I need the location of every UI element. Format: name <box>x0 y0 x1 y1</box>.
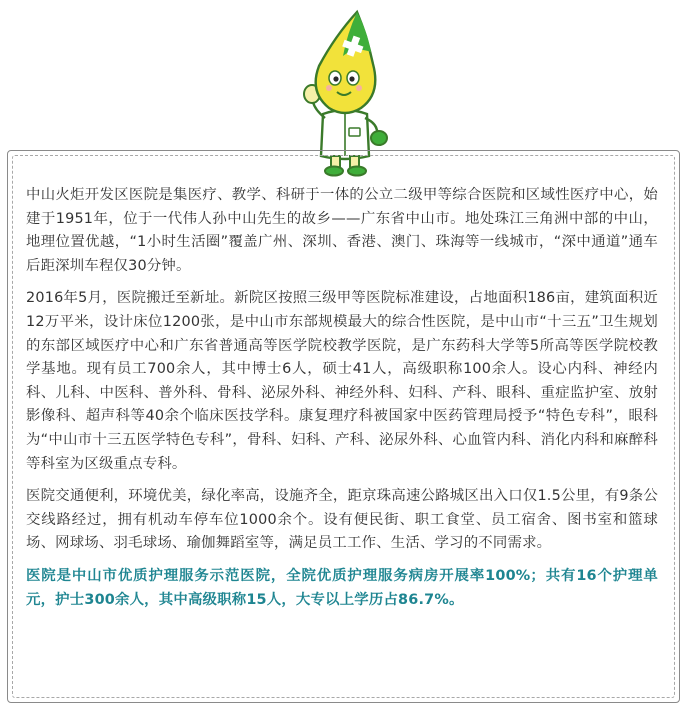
paragraph-facilities: 医院交通便利，环境优美，绿化率高，设施齐全，距京珠高速公路城区出入口仅1.5公里，有9条公交线路经过，拥有机动车停车位1000余个。设有便民街、职工食堂、员工宿舍、图书室和篮球场、网球场、羽毛球场、瑜伽舞蹈室等，满足员工工作、生活、学习的不同需求。 <box>26 488 658 552</box>
paragraph-new-campus: 2016年5月，医院搬迁至新址。新院区按照三级甲等医院标准建设，占地面积186亩，建筑面积近12万平米，设计床位1200张，是中山市东部规模最大的综合性医院，是中山市“十三五”卫生规划的东部区域医疗中心和广东省普通高等医学院校教学医院，是广东药科大学等5所高等医学院校教学基地。现有员工700余人，其中博士6人，硕士41人，高级职称100余人。设心内科、神经内科、儿科、中医科、普外科、骨科、泌尿外科、神经外科、妇科、产科、眼科、重症监护室、放射影像科、超声科等40余个临床医技学科。康复理疗科被国家中医药管理局授予“特色专科”，眼科为“中山市十三五医学特色专科”，骨科、妇科、产科、泌尿外科、心血管内科、消化内科和麻醉科等科室为区级重点专科。 <box>26 290 658 472</box>
card-content <box>26 184 658 621</box>
paragraph-overview: 中山火炬开发区医院是集医疗、教学、科研于一体的公立二级甲等综合医院和区域性医疗中心，始建于1951年，位于一代伟人孙中山先生的故乡——广东省中山市。地处珠江三角洲中部的中山，地理位置优越，“1小时生活圈”覆盖广州、深圳、香港、澳门、珠海等一线城市，“深中通道”通车后距深圳车程仅30分钟。 <box>26 187 658 274</box>
intro-card <box>7 150 680 703</box>
paragraph-nursing-highlight: 医院是中山市优质护理服务示范医院，全院优质护理服务病房开展率100%；共有16个护理单元，护士300余人，其中高级职称15人，大专以上学历占86.7%。 <box>26 567 658 608</box>
